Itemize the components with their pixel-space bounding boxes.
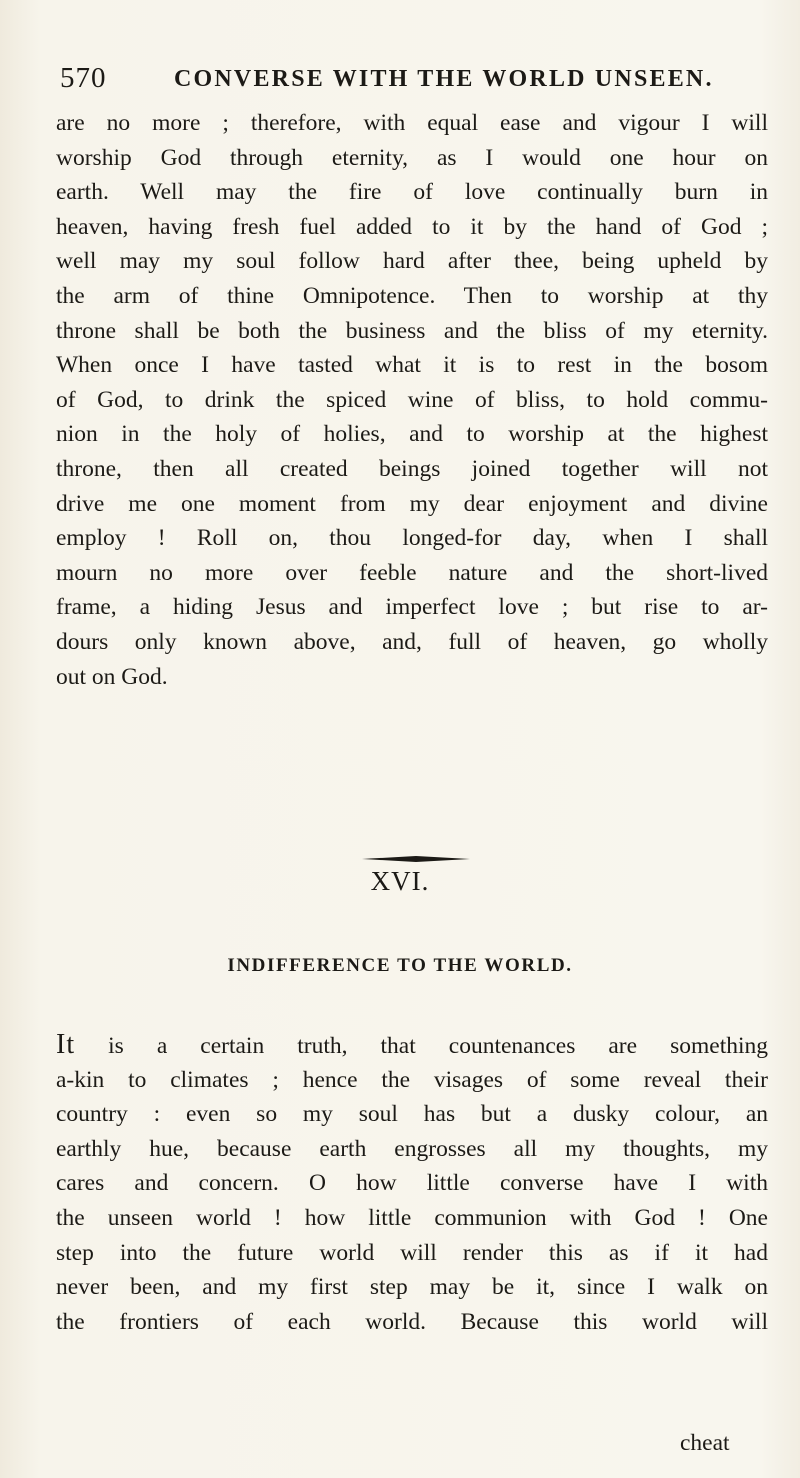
text-line: When once I have tasted what it is to rest in the bosom	[56, 352, 768, 379]
text-line: worship God through eternity, as I would one hour on	[56, 144, 768, 171]
text-line: earthly hue, because earth engrosses all my thoughts, my	[56, 1135, 768, 1162]
running-head	[60, 62, 760, 102]
paragraph-2	[56, 1028, 768, 1339]
text-line: step into the future world will render this as if it had	[56, 1239, 768, 1266]
catchword: cheat	[680, 1430, 730, 1456]
running-title: CONVERSE WITH THE WORLD UNSEEN.	[174, 66, 714, 92]
first-line-text: is a certain truth, that countenances are something	[75, 1033, 768, 1059]
text-line: heaven, having fresh fuel added to it by the hand of God ;	[56, 213, 768, 240]
text-line: country : even so my soul has but a dusky colour, an	[56, 1101, 768, 1128]
text-line: frame, a hiding Jesus and imperfect love ; but rise to ar-	[56, 594, 768, 621]
section-divider-ornament	[362, 855, 470, 863]
text-line: never been, and my first step may be it, since I walk on	[56, 1274, 768, 1301]
text-line-first	[56, 1028, 768, 1063]
text-line: out on God.	[56, 663, 168, 690]
text-line: the arm of thine Omnipotence. Then to worship at thy	[56, 282, 768, 309]
text-line: the frontiers of each world. Because this world will	[56, 1308, 768, 1335]
text-line: dours only known above, and, full of heaven, go wholly	[56, 628, 768, 655]
text-line: a-kin to climates ; hence the visages of some reveal their	[56, 1066, 768, 1093]
section-title: INDIFFERENCE TO THE WORLD.	[227, 955, 573, 976]
text-line: well may my soul follow hard after thee, being upheld by	[56, 248, 768, 275]
text-line: earth. Well may the fire of love continually burn in	[56, 179, 768, 206]
paragraph-1	[56, 106, 768, 694]
text-line: employ ! Roll on, thou longed-for day, when I shall	[56, 525, 768, 552]
text-line: drive me one moment from my dear enjoyment and divine	[56, 490, 768, 517]
text-line: of God, to drink the spiced wine of bliss, to hold commu-	[56, 386, 768, 413]
text-line: nion in the holy of holies, and to worship at the highest	[56, 421, 768, 448]
text-line: cares and concern. O how little converse have I with	[56, 1170, 768, 1197]
initial-word: It	[56, 1029, 76, 1060]
text-line: mourn no more over feeble nature and the short-lived	[56, 559, 768, 586]
page-number: 570	[60, 62, 107, 94]
text-line: throne, then all created beings joined together will not	[56, 455, 768, 482]
text-line: are no more ; therefore, with equal ease and vigour I will	[56, 110, 768, 136]
section-number: XVI.	[370, 866, 430, 896]
text-line: throne shall be both the business and the bliss of my eternity.	[56, 317, 768, 344]
text-line: the unseen world ! how little communion with God ! One	[56, 1204, 768, 1231]
